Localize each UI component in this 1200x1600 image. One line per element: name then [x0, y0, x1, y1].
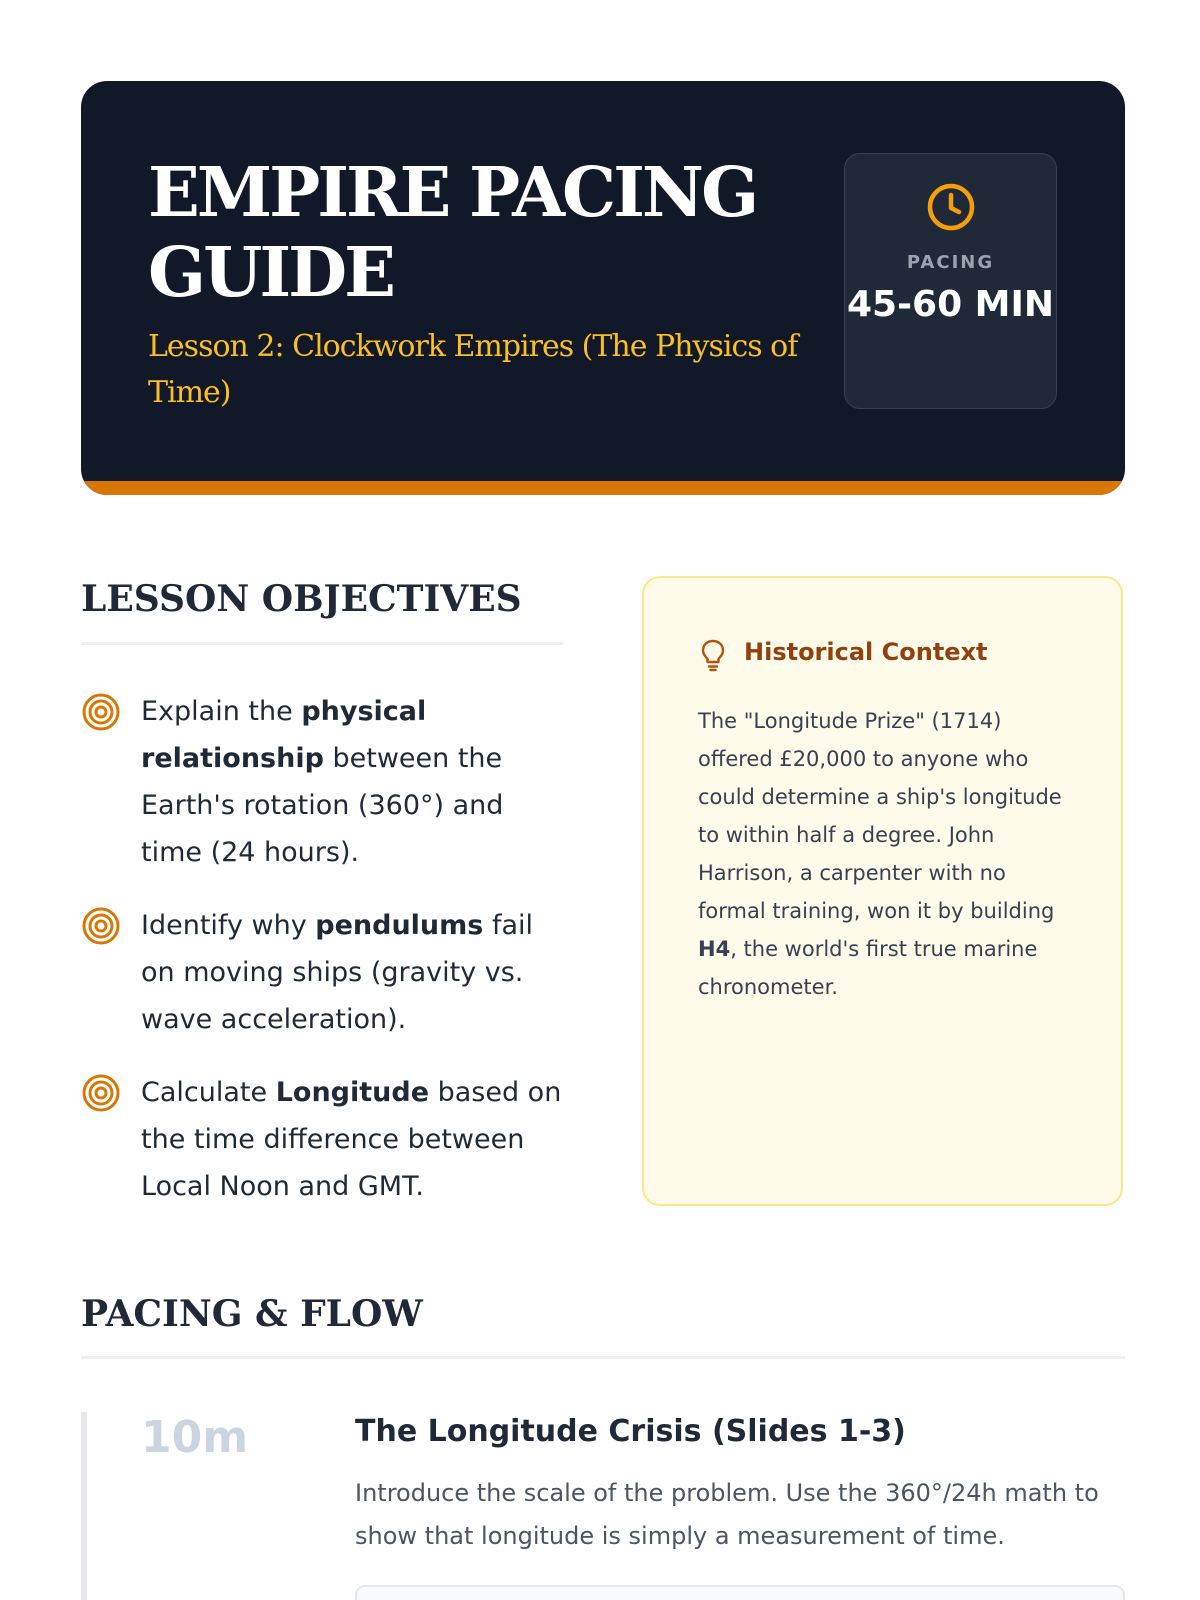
objectives-list	[81, 688, 571, 1236]
step-description: Introduce the scale of the problem. Use the 360°/24h math to show that longitude is simply a measurement of time.	[355, 1479, 1099, 1550]
objective-item: Explain the physical relationship between the Earth's rotation (360°) and time (24 hours).	[81, 688, 571, 876]
step-title: The Longitude Crisis (Slides 1-3)	[355, 1414, 906, 1449]
step-note-box	[355, 1585, 1125, 1600]
objectives-divider	[81, 642, 563, 645]
target-icon	[81, 1073, 121, 1113]
timeline-line	[81, 1412, 87, 1600]
pacing-badge	[844, 153, 1057, 409]
objectives-heading: LESSON OBJECTIVES	[81, 578, 522, 620]
lesson-subtitle: Lesson 2: Clockwork Empires (The Physics of Time)	[148, 329, 798, 410]
flow-divider	[81, 1356, 1125, 1359]
target-icon	[81, 692, 121, 732]
step-duration: 10m	[141, 1412, 249, 1463]
objective-item: Identify why pendulums fail on moving ships (gravity vs. wave acceleration).	[81, 902, 571, 1043]
context-body: The "Longitude Prize" (1714) offered £20,000 to anyone who could determine a ship's longitude to within half a degree. John Harrison, a carpenter with no formal training, won it by building H4, the world's first true marine chronometer.	[698, 709, 1062, 999]
page-title: EMPIRE PACING GUIDE	[148, 153, 757, 313]
pacing-label: PACING	[906, 252, 995, 273]
flow-heading: PACING & FLOW	[81, 1293, 423, 1335]
pacing-value: 45-60 MIN	[846, 284, 1055, 325]
objective-item: Calculate Longitude based on the time difference between Local Noon and GMT.	[81, 1069, 571, 1210]
header-card	[81, 81, 1125, 495]
lightbulb-icon	[700, 638, 726, 672]
clock-icon	[926, 182, 976, 232]
historical-context-card	[642, 576, 1123, 1206]
header-accent-bar	[81, 481, 1125, 495]
target-icon	[81, 906, 121, 946]
context-heading: Historical Context	[744, 638, 988, 666]
